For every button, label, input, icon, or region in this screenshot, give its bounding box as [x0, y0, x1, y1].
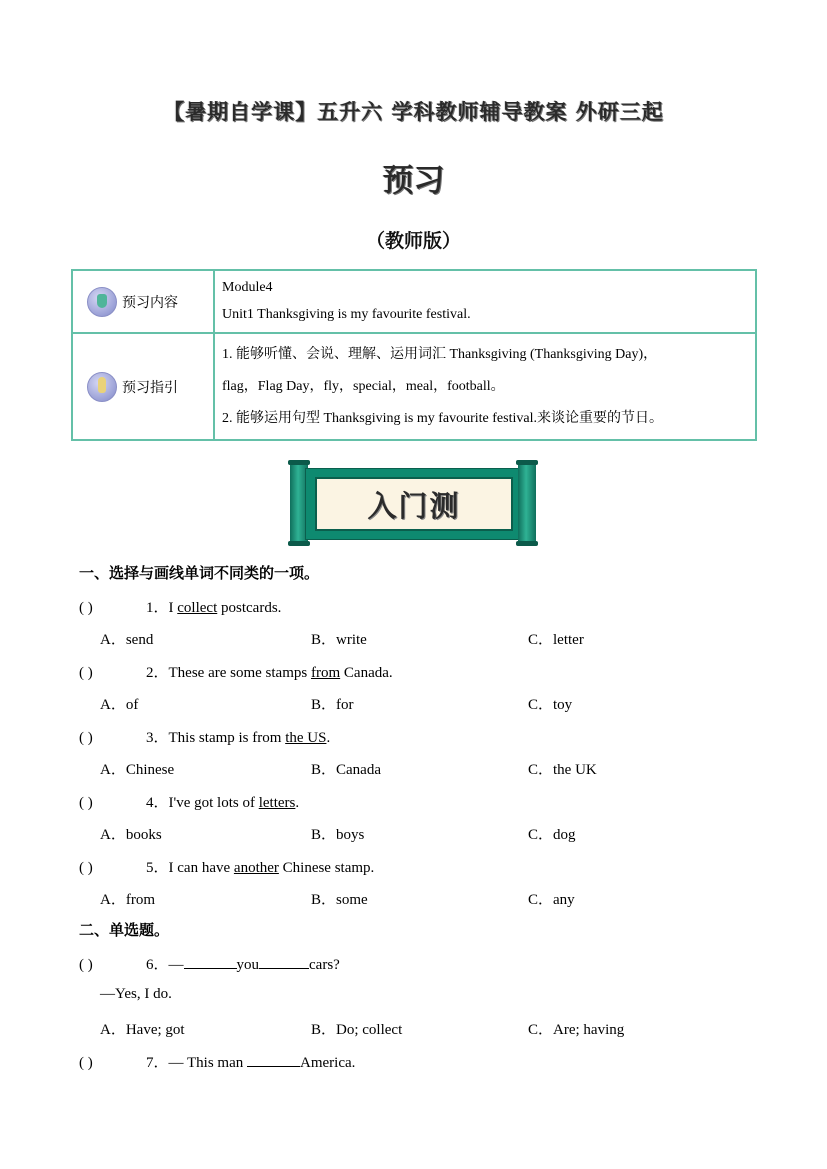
underlined-word: collect — [177, 600, 218, 616]
answer-paren[interactable]: ( ) — [79, 795, 93, 811]
option-a[interactable]: A．send — [100, 632, 154, 648]
preview-guide-label: 预习指引 — [122, 379, 178, 396]
answer-paren[interactable]: ( ) — [79, 600, 93, 616]
option-b[interactable]: B．Canada — [311, 762, 381, 778]
scroll-right-roll — [518, 462, 536, 544]
option-a[interactable]: A．of — [100, 697, 139, 713]
question-5: ( ) 5．I can have another Chinese stamp. — [79, 860, 375, 876]
question-6-reply: —Yes, I do. — [100, 986, 172, 1002]
unit-name: Unit1 Thanksgiving is my favourite festival. — [222, 307, 471, 322]
option-b[interactable]: B．boys — [311, 827, 365, 843]
option-a[interactable]: A．Chinese — [100, 762, 175, 778]
preview-content-label: 预习内容 — [122, 294, 178, 311]
document-title: 【暑期自学课】五升六 学科教师辅导教案 外研三起 — [163, 100, 664, 124]
answer-paren[interactable]: ( ) — [79, 957, 93, 973]
underlined-word: another — [233, 860, 279, 876]
underlined-word: from — [310, 665, 341, 681]
option-c[interactable]: C．Are; having — [528, 1022, 625, 1038]
option-c[interactable]: C．dog — [528, 827, 576, 843]
entry-test-banner — [290, 462, 536, 544]
version-label: （教师版） — [365, 230, 461, 252]
question-6: ( ) 6．— you cars? — [79, 953, 340, 974]
option-c[interactable]: C．letter — [528, 632, 584, 648]
option-a[interactable]: A．Have; got — [100, 1022, 185, 1038]
banner-panel — [305, 468, 523, 540]
fill-blank[interactable] — [247, 1052, 300, 1067]
lightbulb-icon — [87, 372, 117, 402]
preview-content-label-cell — [72, 270, 214, 333]
fill-blank[interactable] — [184, 954, 237, 969]
document-subtitle: 预习 — [382, 163, 445, 199]
answer-paren[interactable]: ( ) — [79, 1055, 93, 1071]
underlined-word: letters — [258, 795, 296, 811]
question-3: ( ) 3．This stamp is from the US. — [79, 730, 331, 746]
preview-guide-label-cell — [72, 333, 214, 440]
option-c[interactable]: C．the UK — [528, 762, 597, 778]
option-c[interactable]: C．any — [528, 892, 575, 908]
option-b[interactable]: B．write — [311, 632, 367, 648]
preview-guide-cell — [214, 333, 756, 440]
question-2: ( ) 2．These are some stamps from Canada. — [79, 665, 393, 681]
answer-paren[interactable]: ( ) — [79, 860, 93, 876]
underlined-word: the US — [285, 730, 327, 746]
option-a[interactable]: A．from — [100, 892, 155, 908]
question-7: ( ) 7．— This man America. — [79, 1051, 355, 1072]
preview-content-cell — [214, 270, 756, 333]
guide-line-2: flag，Flag Day，fly，special，meal，football。 — [222, 379, 505, 394]
option-b[interactable]: B．some — [311, 892, 368, 908]
answer-paren[interactable]: ( ) — [79, 730, 93, 746]
option-b[interactable]: B．Do; collect — [311, 1022, 403, 1038]
question-1: ( ) 1．I collect postcards. — [79, 600, 282, 616]
section-1-title: 一、选择与画线单词不同类的一项。 — [79, 564, 320, 582]
preview-info-table — [71, 269, 757, 441]
option-c[interactable]: C．toy — [528, 697, 573, 713]
guide-line-1: 1. 能够听懂、会说、理解、运用词汇 Thanksgiving (Thanksgiving Day)， — [222, 347, 658, 362]
question-4: ( ) 4．I've got lots of letters. — [79, 795, 300, 811]
guide-line-3: 2. 能够运用句型 Thanksgiving is my favourite festival.来谈论重要的节日。 — [222, 411, 663, 426]
flask-icon — [87, 287, 117, 317]
option-a[interactable]: A．books — [100, 827, 162, 843]
module-name: Module4 — [222, 280, 273, 295]
answer-paren[interactable]: ( ) — [79, 665, 93, 681]
banner-text: 入门测 — [315, 477, 513, 531]
section-2-title: 二、单选题。 — [79, 921, 170, 939]
option-b[interactable]: B．for — [311, 697, 354, 713]
fill-blank[interactable] — [259, 954, 309, 969]
